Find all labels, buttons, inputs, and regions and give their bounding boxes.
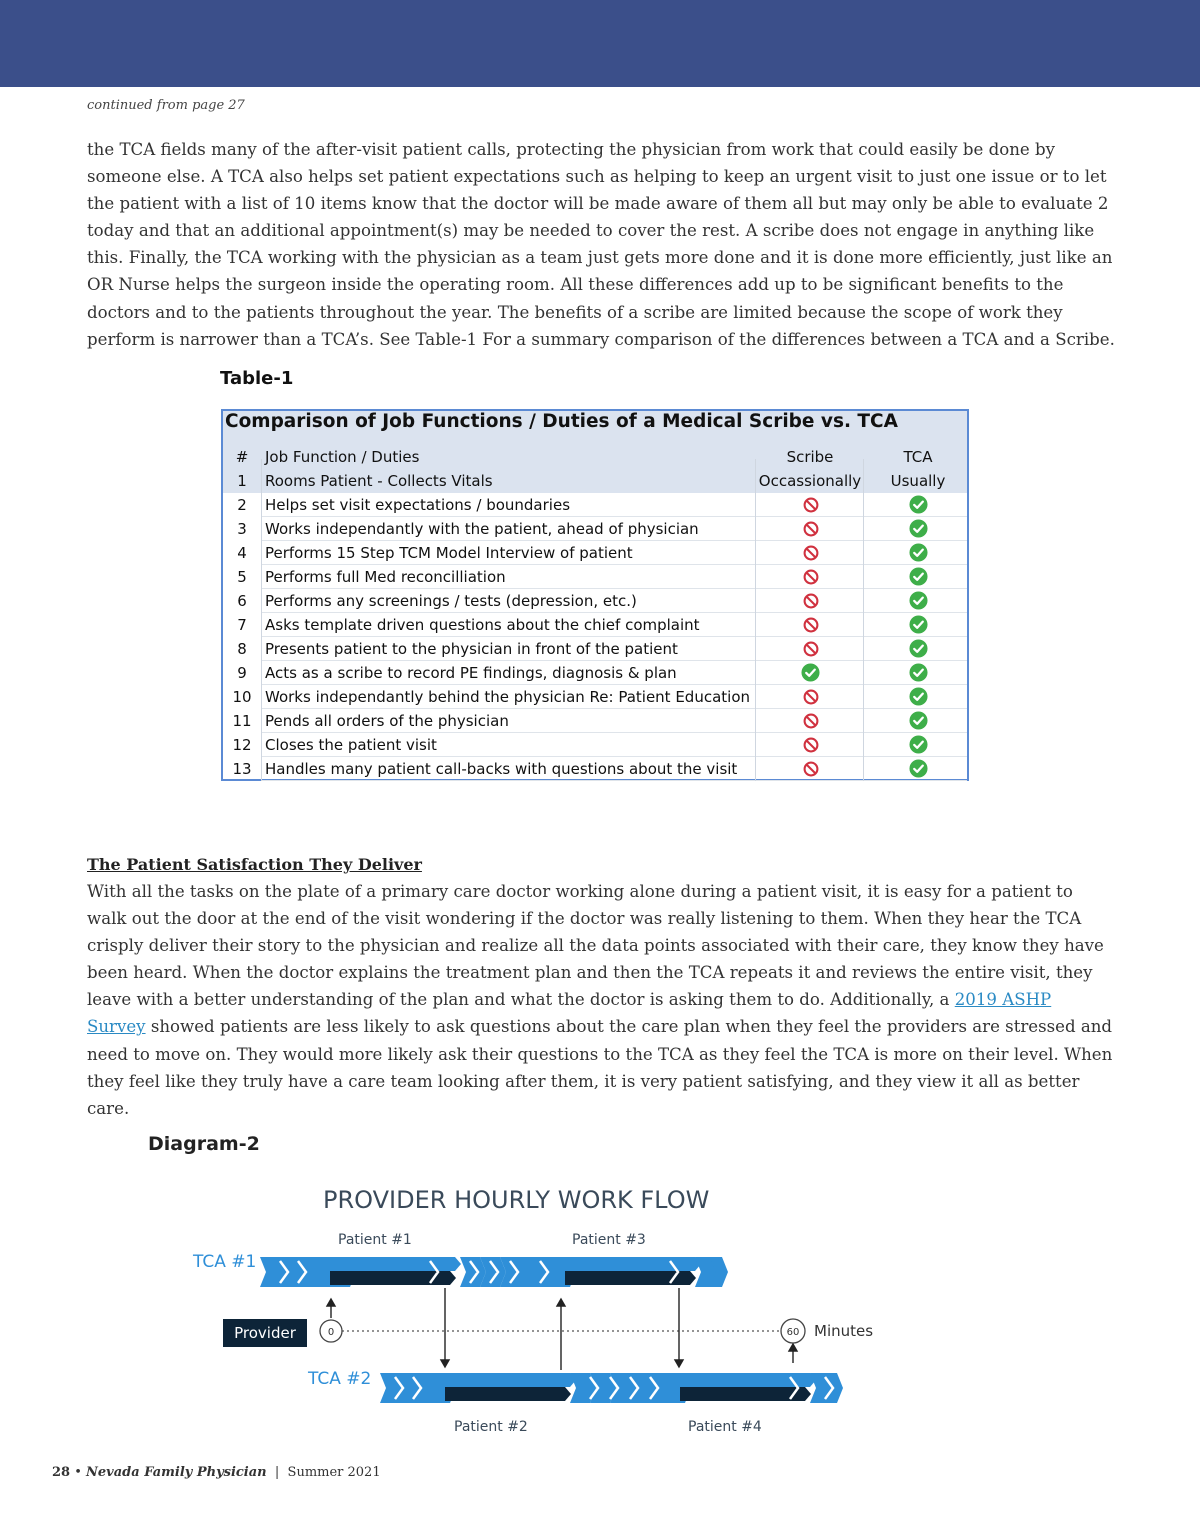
check-icon xyxy=(909,591,928,610)
row-divider xyxy=(261,780,967,781)
column-divider xyxy=(755,459,756,781)
row-duty: Performs any screenings / tests (depression, etc.) xyxy=(265,592,637,610)
row-duty: Acts as a scribe to record PE findings, diagnosis & plan xyxy=(265,664,677,682)
continued-note: continued from page 27 xyxy=(87,98,245,113)
patient2-label: Patient #2 xyxy=(454,1419,528,1435)
top-banner xyxy=(0,0,1200,87)
header-scribe: Scribe xyxy=(786,448,834,466)
patient1-label: Patient #1 xyxy=(338,1232,412,1248)
provider-label: Provider xyxy=(234,1324,296,1342)
row-num: 4 xyxy=(237,544,247,562)
column-divider xyxy=(261,459,262,781)
table-row xyxy=(223,493,967,517)
comparison-table xyxy=(221,409,969,781)
table-row xyxy=(223,469,967,493)
prohibited-icon xyxy=(803,593,819,609)
row-duty: Pends all orders of the physician xyxy=(265,712,509,730)
paragraph-text: With all the tasks on the plate of a primary care doctor working alone during a patient visit, it is easy for a patient to walk out the door at the end of the visit wondering if the doctor was really listening to them. When they hear the TCA crisply deliver their story to the physician and realize all the data points associated with their care, they know they have been heard. When the doctor explains the treatment plan and then the TCA repeats it and reviews the entire visit, they leave with a better understanding of the plan and what the doctor is asking them to do. Additionally, a xyxy=(87,882,1104,1010)
row-num: 9 xyxy=(237,664,247,682)
row-num: 2 xyxy=(237,496,247,514)
row-duty: Performs 15 Step TCM Model Interview of patient xyxy=(265,544,633,562)
table-row xyxy=(223,709,967,733)
column-divider xyxy=(863,459,864,781)
row-num: 1 xyxy=(237,472,247,490)
table-row xyxy=(223,565,967,589)
row-duty: Asks template driven questions about the chief complaint xyxy=(265,616,700,634)
prohibited-icon xyxy=(803,617,819,633)
prohibited-icon xyxy=(803,569,819,585)
paragraph-text: showed patients are less likely to ask questions about the care plan when they feel the providers are stressed and need to move on. They would more likely ask their questions to the TCA as they feel the TCA is more on their level. When they feel like they truly have a care team looking after them, it is very patient satisfying, and they view it all as better care. xyxy=(87,1017,1113,1118)
check-icon xyxy=(909,759,928,778)
check-icon xyxy=(909,615,928,634)
header-tca: TCA xyxy=(903,448,933,466)
row-num: 11 xyxy=(232,712,252,730)
prohibited-icon xyxy=(803,713,819,729)
row-duty: Rooms Patient - Collects Vitals xyxy=(265,472,493,490)
minutes-label: Minutes xyxy=(814,1322,874,1340)
table-row xyxy=(223,685,967,709)
prohibited-icon xyxy=(803,737,819,753)
table-row xyxy=(223,661,967,685)
prohibited-icon xyxy=(803,497,819,513)
issue-label: Summer 2021 xyxy=(287,1465,381,1480)
check-icon xyxy=(909,663,928,682)
prohibited-icon xyxy=(803,521,819,537)
row-num: 7 xyxy=(237,616,247,634)
check-icon xyxy=(801,663,820,682)
check-icon xyxy=(909,543,928,562)
table-row xyxy=(223,757,967,781)
end-marker xyxy=(781,1319,805,1343)
row-duty: Handles many patient call-backs with questions about the visit xyxy=(265,760,738,778)
check-icon xyxy=(909,687,928,706)
row-num: 6 xyxy=(237,592,247,610)
table-row xyxy=(223,541,967,565)
row-duty: Closes the patient visit xyxy=(265,736,437,754)
header-num: # xyxy=(235,448,249,466)
row-num: 3 xyxy=(237,520,247,538)
row-num: 10 xyxy=(232,688,252,706)
tca1-timeline xyxy=(260,1255,728,1287)
page-number: 28 xyxy=(52,1465,71,1480)
body-paragraph-1: the TCA fields many of the after-visit patient calls, protecting the physician from work that could easily be done by someone else. A TCA also helps set patient expectations such as helping to keep an urgent visit to just one issue or to let the patient with a list of 10 items know that the doctor will be made aware of them all but may only be able to evaluate 2 today and that an additional appointment(s) may be needed to cover the rest. A scribe does not engage in anything like this. Finally, the TCA working with the physician as a team just gets more done and it is done more efficiently, just like an OR Nurse helps the surgeon inside the operating room. All these differences add up to be significant benefits to the doctors and to the patients throughout the year. The benefits of a scribe are limited because the scope of work they perform is narrower than a TCA’s. See Table-1 For a summary comparison of the differences between a TCA and a Scribe. xyxy=(87,140,1115,349)
table-label: Table-1 xyxy=(220,368,294,389)
check-icon xyxy=(909,519,928,538)
table-title: Comparison of Job Functions / Duties of a Medical Scribe vs. TCA xyxy=(225,411,898,432)
row-tca-value: Usually xyxy=(890,472,946,490)
page-footer: 28 • Nevada Family Physician | Summer 2021 xyxy=(52,1465,381,1480)
tca2-label: TCA #2 xyxy=(308,1369,372,1389)
table-row xyxy=(223,733,967,757)
tca1-label: TCA #1 xyxy=(193,1252,257,1272)
flow-arrows xyxy=(327,1288,797,1370)
check-icon xyxy=(909,735,928,754)
patient3-label: Patient #3 xyxy=(572,1232,646,1248)
end-minute: 60 xyxy=(786,1327,800,1338)
prohibited-icon xyxy=(803,761,819,777)
row-duty: Presents patient to the physician in front of the patient xyxy=(265,640,678,658)
diagram-label: Diagram-2 xyxy=(148,1133,260,1155)
start-marker xyxy=(320,1320,342,1342)
check-icon xyxy=(909,639,928,658)
publication-name: Nevada Family Physician xyxy=(86,1465,267,1480)
workflow-diagram xyxy=(180,1175,900,1445)
tca2-timeline xyxy=(380,1373,843,1403)
row-scribe-value: Occassionally xyxy=(758,472,862,490)
ashp-survey-link[interactable]: 2019 ASHP Survey xyxy=(87,990,1052,1037)
prohibited-icon xyxy=(803,545,819,561)
row-num: 5 xyxy=(237,568,247,586)
prohibited-icon xyxy=(803,641,819,657)
check-icon xyxy=(909,495,928,514)
table-row xyxy=(223,637,967,661)
row-num: 8 xyxy=(237,640,247,658)
body-paragraph-2 xyxy=(87,878,1115,1122)
table-row xyxy=(223,589,967,613)
table-row xyxy=(223,613,967,637)
row-duty: Works independantly behind the physician Re: Patient Education xyxy=(265,688,751,706)
check-icon xyxy=(909,711,928,730)
row-duty: Works independantly with the patient, ahead of physician xyxy=(265,520,699,538)
diagram-title: PROVIDER HOURLY WORK FLOW xyxy=(323,1186,710,1214)
table-row xyxy=(223,517,967,541)
check-icon xyxy=(909,567,928,586)
row-num: 12 xyxy=(232,736,252,754)
start-minute: 0 xyxy=(327,1327,335,1338)
row-duty: Performs full Med reconcilliation xyxy=(265,568,506,586)
patient4-label: Patient #4 xyxy=(688,1419,762,1435)
prohibited-icon xyxy=(803,689,819,705)
section-heading: The Patient Satisfaction They Deliver xyxy=(87,855,422,874)
row-duty: Helps set visit expectations / boundaries xyxy=(265,496,571,514)
row-num: 13 xyxy=(232,760,252,778)
provider-badge xyxy=(223,1319,307,1347)
header-duty: Job Function / Duties xyxy=(265,448,420,466)
table-header-row xyxy=(223,445,967,469)
